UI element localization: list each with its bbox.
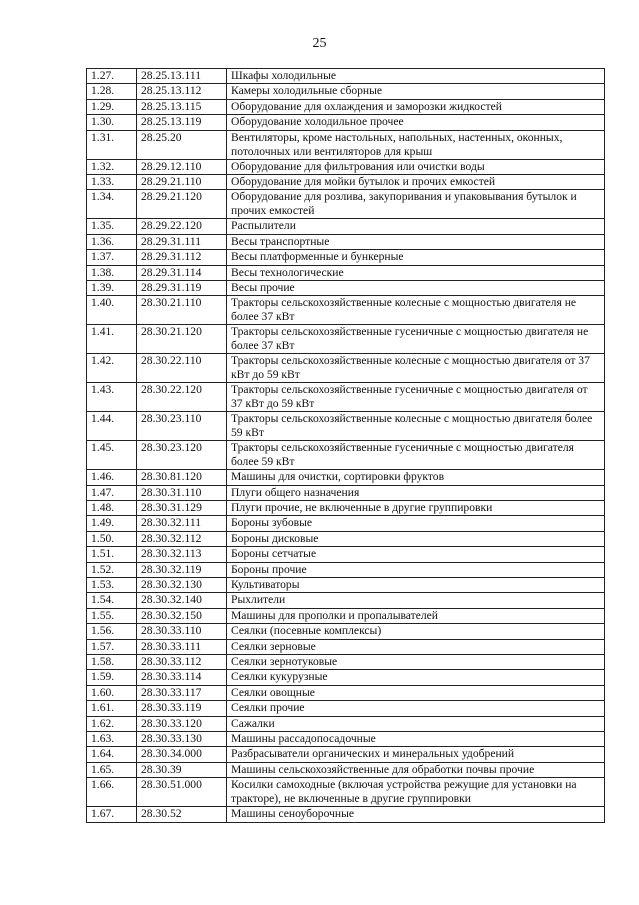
okpd-code: 28.30.32.150 xyxy=(137,608,227,623)
okpd-code: 28.30.33.111 xyxy=(137,639,227,654)
table-row xyxy=(87,608,605,623)
okpd-code: 28.30.51.000 xyxy=(137,778,227,807)
okpd-code: 28.29.31.112 xyxy=(137,250,227,265)
okpd-code: 28.30.33.120 xyxy=(137,716,227,731)
row-number: 1.60. xyxy=(87,685,137,700)
table-row xyxy=(87,325,605,354)
row-number: 1.56. xyxy=(87,624,137,639)
row-number: 1.44. xyxy=(87,412,137,441)
item-name: Вентиляторы, кроме настольных, напольных, настенных, оконных, потолочных или вентиляторов для крыш xyxy=(227,130,605,159)
okpd-code: 28.30.33.114 xyxy=(137,670,227,685)
row-number: 1.55. xyxy=(87,608,137,623)
row-number: 1.43. xyxy=(87,383,137,412)
row-number: 1.54. xyxy=(87,593,137,608)
item-name: Весы технологические xyxy=(227,265,605,280)
row-number: 1.39. xyxy=(87,280,137,295)
table-row xyxy=(87,99,605,114)
row-number: 1.48. xyxy=(87,501,137,516)
item-name: Культиваторы xyxy=(227,578,605,593)
okpd-code: 28.30.34.000 xyxy=(137,747,227,762)
table-row xyxy=(87,296,605,325)
row-number: 1.29. xyxy=(87,99,137,114)
item-name: Сажалки xyxy=(227,716,605,731)
row-number: 1.57. xyxy=(87,639,137,654)
okpd-code: 28.30.32.112 xyxy=(137,531,227,546)
table-row xyxy=(87,412,605,441)
table-row xyxy=(87,485,605,500)
page-number: 25 xyxy=(312,36,327,51)
item-name: Машины рассадопосадочные xyxy=(227,731,605,746)
okpd-code: 28.30.31.110 xyxy=(137,485,227,500)
item-name: Оборудование для мойки бутылок и прочих емкостей xyxy=(227,174,605,189)
table-row xyxy=(87,731,605,746)
table-row xyxy=(87,354,605,383)
table-row xyxy=(87,174,605,189)
item-name: Машины сеноуборочные xyxy=(227,807,605,822)
item-name: Сеялки зерновые xyxy=(227,639,605,654)
item-name: Плуги общего назначения xyxy=(227,485,605,500)
okpd-code: 28.25.13.115 xyxy=(137,99,227,114)
table-row xyxy=(87,747,605,762)
item-name: Камеры холодильные сборные xyxy=(227,84,605,99)
okpd-code: 28.29.21.110 xyxy=(137,174,227,189)
row-number: 1.64. xyxy=(87,747,137,762)
item-name: Бороны дисковые xyxy=(227,531,605,546)
item-name: Плуги прочие, не включенные в другие группировки xyxy=(227,501,605,516)
item-name: Тракторы сельскохозяйственные колесные с мощностью двигателя более 59 кВт xyxy=(227,412,605,441)
table-row xyxy=(87,716,605,731)
table-row xyxy=(87,190,605,219)
item-name: Машины для прополки и пропалывателей xyxy=(227,608,605,623)
row-number: 1.52. xyxy=(87,562,137,577)
item-name: Машины сельскохозяйственные для обработки почвы прочие xyxy=(227,762,605,777)
row-number: 1.40. xyxy=(87,296,137,325)
classification-table xyxy=(86,68,605,823)
row-number: 1.36. xyxy=(87,234,137,249)
table-row xyxy=(87,516,605,531)
row-number: 1.67. xyxy=(87,807,137,822)
okpd-code: 28.30.32.140 xyxy=(137,593,227,608)
item-name: Разбрасыватели органических и минеральных удобрений xyxy=(227,747,605,762)
okpd-code: 28.25.20 xyxy=(137,130,227,159)
okpd-code: 28.30.32.119 xyxy=(137,562,227,577)
row-number: 1.28. xyxy=(87,84,137,99)
row-number: 1.38. xyxy=(87,265,137,280)
okpd-code: 28.30.39 xyxy=(137,762,227,777)
table-row xyxy=(87,562,605,577)
table-row xyxy=(87,593,605,608)
row-number: 1.50. xyxy=(87,531,137,546)
row-number: 1.53. xyxy=(87,578,137,593)
table-row xyxy=(87,685,605,700)
row-number: 1.65. xyxy=(87,762,137,777)
item-name: Весы транспортные xyxy=(227,234,605,249)
table-row xyxy=(87,807,605,822)
row-number: 1.59. xyxy=(87,670,137,685)
row-number: 1.47. xyxy=(87,485,137,500)
item-name: Оборудование для фильтрования или очистки воды xyxy=(227,159,605,174)
row-number: 1.37. xyxy=(87,250,137,265)
table-row xyxy=(87,115,605,130)
table-row xyxy=(87,69,605,84)
okpd-code: 28.25.13.111 xyxy=(137,69,227,84)
item-name: Косилки самоходные (включая устройства режущие для установки на тракторе), не включенные в другие группировки xyxy=(227,778,605,807)
okpd-code: 28.30.21.120 xyxy=(137,325,227,354)
item-name: Тракторы сельскохозяйственные гусеничные с мощностью двигателя не более 37 кВт xyxy=(227,325,605,354)
table-body xyxy=(87,69,605,823)
item-name: Оборудование для охлаждения и заморозки жидкостей xyxy=(227,99,605,114)
okpd-code: 28.30.21.110 xyxy=(137,296,227,325)
item-name: Сеялки овощные xyxy=(227,685,605,700)
table-row xyxy=(87,701,605,716)
item-name: Оборудование холодильное прочее xyxy=(227,115,605,130)
item-name: Сеялки прочие xyxy=(227,701,605,716)
table-row xyxy=(87,84,605,99)
item-name: Тракторы сельскохозяйственные колесные с мощностью двигателя от 37 кВт до 59 кВт xyxy=(227,354,605,383)
okpd-code: 28.29.31.114 xyxy=(137,265,227,280)
table-row xyxy=(87,501,605,516)
table-row xyxy=(87,280,605,295)
row-number: 1.35. xyxy=(87,219,137,234)
okpd-code: 28.30.52 xyxy=(137,807,227,822)
table-row xyxy=(87,547,605,562)
okpd-code: 28.30.31.129 xyxy=(137,501,227,516)
item-name: Сеялки (посевные комплексы) xyxy=(227,624,605,639)
okpd-code: 28.30.33.130 xyxy=(137,731,227,746)
okpd-code: 28.30.33.119 xyxy=(137,701,227,716)
table-row xyxy=(87,234,605,249)
okpd-code: 28.30.32.113 xyxy=(137,547,227,562)
row-number: 1.46. xyxy=(87,470,137,485)
table-row xyxy=(87,265,605,280)
okpd-code: 28.30.23.120 xyxy=(137,441,227,470)
table-row xyxy=(87,219,605,234)
row-number: 1.33. xyxy=(87,174,137,189)
item-name: Бороны прочие xyxy=(227,562,605,577)
okpd-code: 28.30.22.110 xyxy=(137,354,227,383)
row-number: 1.61. xyxy=(87,701,137,716)
table-row xyxy=(87,578,605,593)
row-number: 1.34. xyxy=(87,190,137,219)
row-number: 1.63. xyxy=(87,731,137,746)
item-name: Весы платформенные и бункерные xyxy=(227,250,605,265)
okpd-code: 28.29.22.120 xyxy=(137,219,227,234)
item-name: Машины для очистки, сортировки фруктов xyxy=(227,470,605,485)
table-row xyxy=(87,159,605,174)
row-number: 1.51. xyxy=(87,547,137,562)
row-number: 1.30. xyxy=(87,115,137,130)
table-row xyxy=(87,654,605,669)
okpd-code: 28.30.23.110 xyxy=(137,412,227,441)
table-row xyxy=(87,778,605,807)
okpd-code: 28.29.12.110 xyxy=(137,159,227,174)
okpd-code: 28.30.81.120 xyxy=(137,470,227,485)
item-name: Тракторы сельскохозяйственные колесные с мощностью двигателя не более 37 кВт xyxy=(227,296,605,325)
item-name: Весы прочие xyxy=(227,280,605,295)
row-number: 1.45. xyxy=(87,441,137,470)
table-row xyxy=(87,250,605,265)
okpd-code: 28.30.22.120 xyxy=(137,383,227,412)
table-row xyxy=(87,639,605,654)
okpd-code: 28.25.13.119 xyxy=(137,115,227,130)
row-number: 1.62. xyxy=(87,716,137,731)
item-name: Рыхлители xyxy=(227,593,605,608)
table-row xyxy=(87,624,605,639)
row-number: 1.58. xyxy=(87,654,137,669)
item-name: Бороны зубовые xyxy=(227,516,605,531)
item-name: Сеялки кукурузные xyxy=(227,670,605,685)
row-number: 1.31. xyxy=(87,130,137,159)
okpd-code: 28.29.21.120 xyxy=(137,190,227,219)
okpd-code: 28.29.31.119 xyxy=(137,280,227,295)
table-row xyxy=(87,383,605,412)
item-name: Тракторы сельскохозяйственные гусеничные с мощностью двигателя от 37 кВт до 59 кВт xyxy=(227,383,605,412)
okpd-code: 28.25.13.112 xyxy=(137,84,227,99)
item-name: Распылители xyxy=(227,219,605,234)
row-number: 1.27. xyxy=(87,69,137,84)
table-row xyxy=(87,470,605,485)
okpd-code: 28.29.31.111 xyxy=(137,234,227,249)
okpd-code: 28.30.33.117 xyxy=(137,685,227,700)
item-name: Бороны сетчатые xyxy=(227,547,605,562)
table-row xyxy=(87,130,605,159)
table-row xyxy=(87,762,605,777)
okpd-code: 28.30.33.110 xyxy=(137,624,227,639)
item-name: Тракторы сельскохозяйственные гусеничные с мощностью двигателя более 59 кВт xyxy=(227,441,605,470)
okpd-code: 28.30.32.130 xyxy=(137,578,227,593)
row-number: 1.66. xyxy=(87,778,137,807)
okpd-code: 28.30.33.112 xyxy=(137,654,227,669)
table-row xyxy=(87,441,605,470)
row-number: 1.32. xyxy=(87,159,137,174)
okpd-code: 28.30.32.111 xyxy=(137,516,227,531)
row-number: 1.49. xyxy=(87,516,137,531)
item-name: Оборудование для розлива, закупоривания и упаковывания бутылок и прочих емкостей xyxy=(227,190,605,219)
table-row xyxy=(87,670,605,685)
table-row xyxy=(87,531,605,546)
item-name: Шкафы холодильные xyxy=(227,69,605,84)
row-number: 1.42. xyxy=(87,354,137,383)
row-number: 1.41. xyxy=(87,325,137,354)
item-name: Сеялки зернотуковые xyxy=(227,654,605,669)
